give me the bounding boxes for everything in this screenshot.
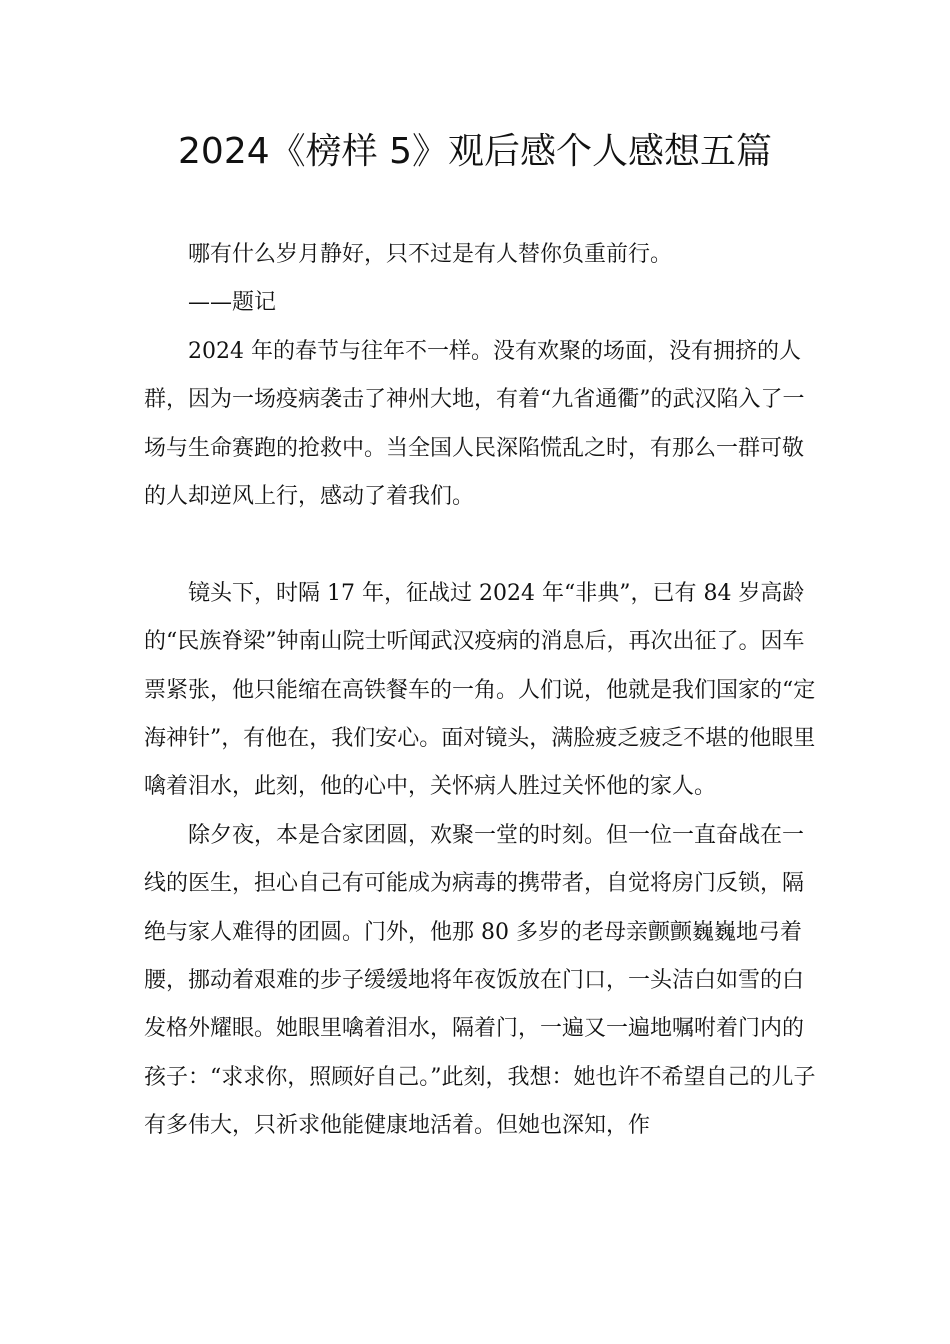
document-title: 2024《榜样 5》观后感个人感想五篇 <box>178 131 772 172</box>
epigraph: 哪有什么岁月静好，只不过是有人替你负重前行。 <box>188 242 673 267</box>
epigraph-source: ——题记 <box>188 290 277 316</box>
document-body <box>144 231 822 1151</box>
paragraph-2: 镜头下，时隔 17 年，征战过 2024 年“非典”，已有 84 岁高龄的“民族脊梁”钟南山院士听闻武汉疫病的消息后，再次出征了。因车票紧张，他只能缩在高铁餐车的一角。人们说，他就是我们国家的“定海神针”，有他在，我们安心。面对镜头，满脸疲乏疲乏不堪的他眼里噙着泪水，此刻，他的心中，关怀病人胜过关怀他的家人。 <box>144 580 816 800</box>
paragraph-gap <box>144 521 822 569</box>
paragraph-3: 除夕夜，本是合家团圆，欢聚一堂的时刻。但一位一直奋战在一线的医生，担心自己有可能成为病毒的携带者，自觉将房门反锁，隔绝与家人难得的团圆。门外，他那 80 多岁的老母亲颤颤巍巍地弓着腰，挪动着艰难的步子缓缓地将年夜饭放在门口，一头洁白如雪的白发格外耀眼。她眼里噙着泪水，隔着门，一遍又一遍地嘱咐着门内的孩子：“求求你，照顾好自己。”此刻，我想：她也许不希望自己的儿子有多伟大，只祈求他能健康地活着。但她也深知，作 <box>144 822 816 1139</box>
paragraph-1: 2024 年的春节与往年不一样。没有欢聚的场面，没有拥挤的人群，因为一场疫病袭击了神州大地，有着“九省通衢”的武汉陷入了一场与生命赛跑的抢救中。当全国人民深陷慌乱之时，有那么一群可敬的人却逆风上行，感动了着我们。 <box>144 338 805 510</box>
